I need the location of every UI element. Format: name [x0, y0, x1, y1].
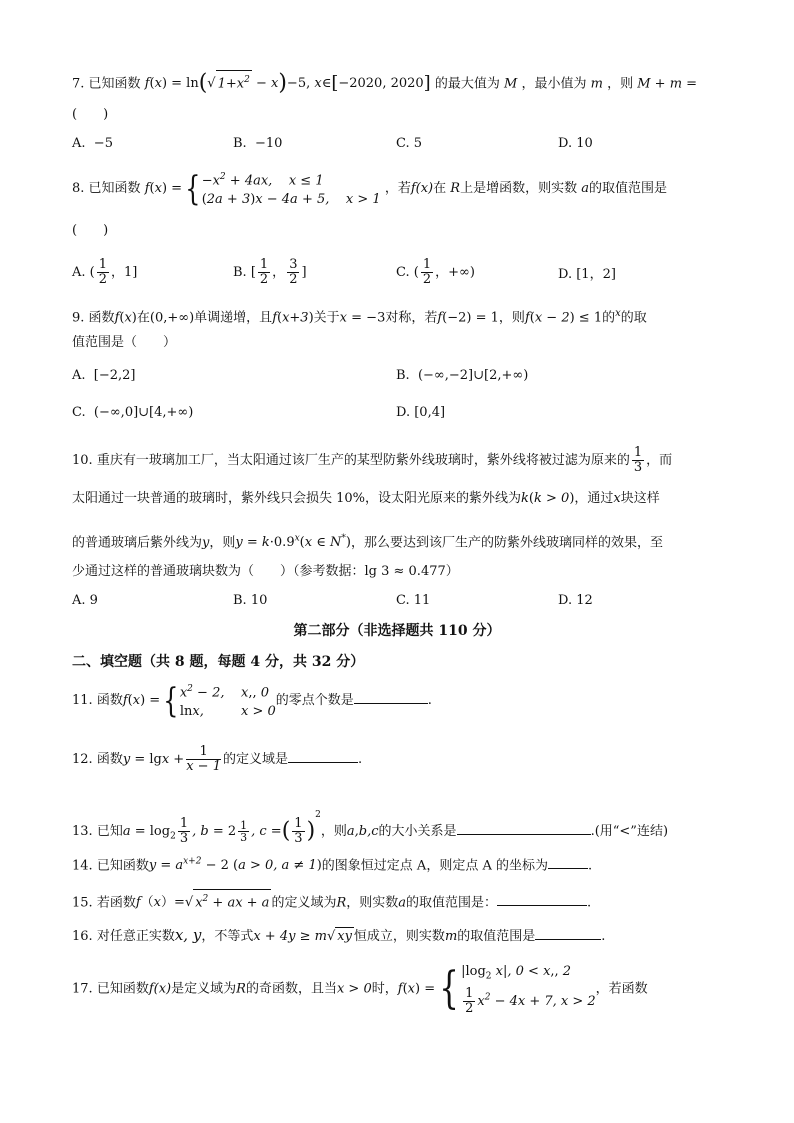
- q10-option-c[interactable]: C. 11: [396, 593, 431, 608]
- q10-stem-line3: 的普通玻璃后紫外线为y，则$y = k\cdot 0.9^x(x$ ∈ N*)，那么要达到该厂生产的防紫外线玻璃同样的效果，至: [72, 534, 663, 551]
- q16-answer-blank[interactable]: [535, 927, 601, 940]
- q16-stem: 16. 对任意正实数x, y，不等式x + 4y ≥ m√ xy 恒成立，则实数m的取值范围是 .: [72, 926, 606, 944]
- q10-option-d[interactable]: D. 12: [558, 593, 593, 608]
- q10-option-b[interactable]: B. 10: [233, 593, 268, 608]
- q8-answer-paren: ( ): [72, 223, 109, 238]
- q8-piecewise: $-x^2 + 4ax$, x ≤ 1 (2a + 3)x − 4a + 5, x > 1: [201, 172, 381, 208]
- q12-answer-blank[interactable]: [288, 750, 358, 763]
- part-two-title: 第二部分（非选择题共 110 分）: [293, 623, 501, 639]
- q10-stem-line2: 太阳通过一块普通的玻璃时，紫外线只会损失 10%，设太阳光原来的紫外线为k(k > 0)，通过x块这样: [72, 491, 660, 506]
- q10-stem-line1: 10. 重庆有一玻璃加工厂，当太阳通过该厂生产的某型防紫外线玻璃时，紫外线将被过滤为原来的 $\frac{1}{3}$ ，而: [72, 445, 673, 475]
- q7-formula: f(x) = ln(√ $1+x^2 - x)-5$, x∈[−2020, 2020]: [144, 70, 431, 96]
- q9-option-a[interactable]: A. [−2,2]: [72, 368, 136, 383]
- q7-answer-paren: ( ): [72, 107, 109, 122]
- q8-option-c[interactable]: C. ( $\frac{1}{2}$ ，+∞): [396, 257, 475, 287]
- q15-answer-blank[interactable]: [497, 893, 587, 906]
- q8-stem: 8. 已知函数 f(x) ={ $-x^2 + 4ax$, x ≤ 1 (2a + 3)x − 4a + 5, x > 1 ，若f(x)在 R上是增函数，则实数 a的取值范围是: [72, 168, 668, 209]
- q7-option-b[interactable]: B. −10: [233, 136, 283, 151]
- q17-stem: 17. 已知函数f(x)是定义域为R的奇函数，且当x > 0时，f(x) ={ $|\log_2$ x|, 0 < x,, 2 $\frac{1}{2}$ $x^2 - 4x + 7$, x > 2 ，若函数: [72, 962, 648, 1016]
- q11-stem: 11. 函数f(x) ={ $x^2 - 2$, x,, 0 lnx, x > 0 的零点个数是 .: [72, 680, 432, 721]
- q7-stem: 7. 已知函数 f(x) = ln(√ $1+x^2 - x)-5$, x∈[−2020, 2020] 的最大值为 M ，最小值为 m ，则 M + m =: [72, 70, 698, 96]
- q7-option-c[interactable]: C. 5: [396, 136, 423, 151]
- q9-option-c[interactable]: C. (−∞,0]∪[4,+∞): [72, 405, 194, 420]
- q8-option-b[interactable]: B. [ $\frac{1}{2}$ ， $\frac{3}{2}$ ]: [233, 257, 307, 287]
- q13-answer-blank[interactable]: [457, 822, 591, 835]
- q11-answer-blank[interactable]: [354, 691, 428, 704]
- q14-stem: 14. 已知函数$y = a^{x+2} - 2$ (a > 0, a ≠ 1)的图象恒过定点 A，则定点 A 的坐标为 .: [72, 857, 593, 874]
- q8-option-a[interactable]: A. ( $\frac{1}{2}$ ，1]: [72, 257, 138, 287]
- q9-stem-line2: 值范围是（ ）: [72, 335, 177, 350]
- q13-stem: 13. 已知$a = \log_2$ $\frac{1}{3}$ , b = 2 $\frac{1}{3}$ , c =( $\frac{1}{3}$ )$^2$，则a,b,c的大小关系是 .(用“<”连结): [72, 810, 669, 846]
- q10-stem-line4: 少通过这样的普通玻璃块数为（ ）（参考数据：lg 3 ≈ 0.477）: [72, 564, 459, 579]
- q9-option-b[interactable]: B. (−∞,−2]∪[2,+∞): [396, 368, 529, 383]
- section-two-title: 二、填空题（共 8 题，每题 4 分，共 32 分）: [72, 654, 365, 670]
- q12-stem: 12. 函数y = lgx + $\frac{1}{x - 1}$ 的定义域是 .: [72, 744, 363, 774]
- q10-option-a[interactable]: A. 9: [72, 593, 98, 608]
- q9-stem: 9. 函数f(x)在(0,+∞)单调递增，且f(x+3)关于x = −3对称，若f(−2) = 1，则f(x − 2) ≤ 1的$^x$的取: [72, 308, 647, 326]
- q14-answer-blank[interactable]: [548, 856, 588, 869]
- q7-number: 7.: [72, 76, 85, 92]
- q7-option-d[interactable]: D. 10: [558, 136, 593, 151]
- q8-option-d[interactable]: D. [1，2]: [558, 267, 616, 282]
- q9-option-d[interactable]: D. [0,4]: [396, 405, 446, 420]
- q7-option-a[interactable]: A. −5: [72, 136, 113, 151]
- q15-stem: 15. 若函数f（x）=√ $x^2$ + ax + a 的定义域为R，则实数a的取值范围是： .: [72, 889, 591, 912]
